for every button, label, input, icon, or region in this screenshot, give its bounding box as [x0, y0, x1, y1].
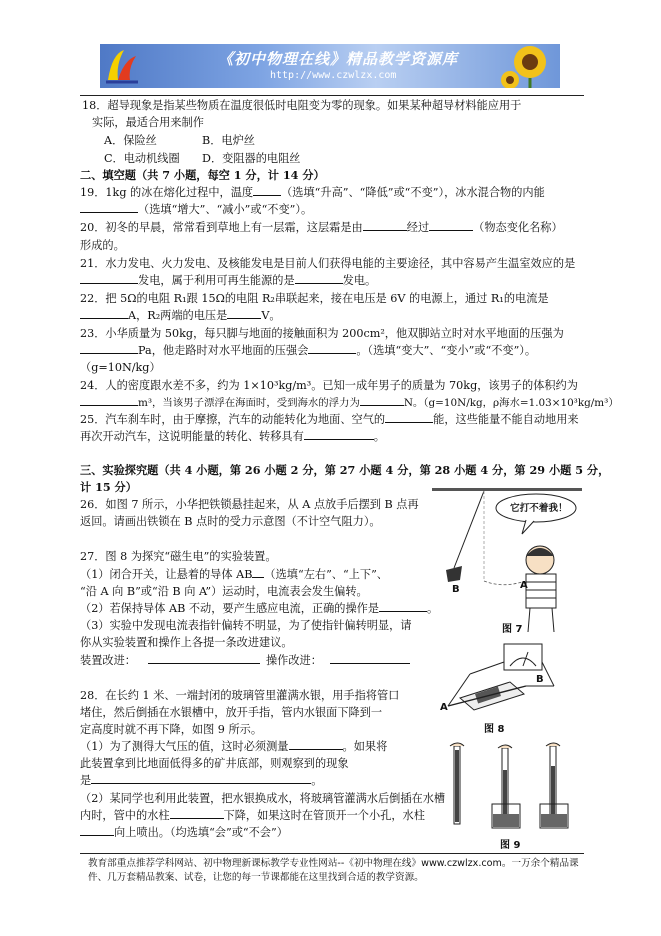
- q19-line1: 19．1kg 的冰在熔化过程中，温度 （选填“升高”、“降低”或“不变”），冰水混合物的内能: [80, 186, 545, 199]
- q20-line2: 形成的。: [80, 239, 125, 252]
- q21-line2: 发电，属于利用可再生能源的是 发电。: [80, 273, 376, 288]
- q22-line2: A，R₂两端的电压是 V。: [80, 308, 281, 323]
- q28-line3: 定高度时就不再下降，如图 9 所示。: [80, 723, 263, 736]
- q24-line2: m³，当该男子漂浮在海面时，受到海水的浮力为 N。（g=10N/kg，ρ海水=1.03×10³kg/m³）: [80, 395, 619, 411]
- q20-line1: 20．初冬的早晨，常常看到草地上有一层霜，这层霜是由 经过 （物态变化名称）: [80, 221, 563, 234]
- fig7-speech-bubble: 它打不着我！: [510, 503, 568, 514]
- q27-line3: “沿 A 向 B”或“沿 B 向 A”）运动时，电流表会发生偏转。: [80, 585, 368, 598]
- fig8-label: 图 8: [484, 724, 505, 735]
- fig7-point-a: A: [520, 580, 528, 591]
- q27-line4: （2）若保持导体 AB 不动，要产生感应电流，正确的操作是 。: [80, 602, 439, 615]
- fig9-label: 图 9: [500, 840, 521, 851]
- header-banner: [100, 44, 560, 88]
- q24-line1: 24．人的密度跟水差不多，约为 1×10³kg/m³。已知一成年男子的质量为 70kg，该男子的体积约为: [80, 379, 578, 392]
- q28-line2: 堵住，然后倒插在水银槽中，放开手指，管内水银面下降到一: [80, 706, 383, 719]
- q18-option-c: C．电动机线圈: [104, 152, 180, 165]
- q19-line2: （选填“增大”、“减小”或“不变”）。: [80, 202, 312, 217]
- q28-line8: 内时，管中的水柱 下降，如果这时在管顶开一个小孔，水柱: [80, 809, 425, 822]
- q28-line1: 28．在长约 1 米、一端封闭的玻璃管里灌满水银，用手指将管口: [80, 689, 400, 702]
- q23-line3: （g=10N/kg）: [80, 361, 161, 374]
- q28-line7: （2）某同学也利用此装置，把水银换成水，将玻璃管灌满水后倒插在水槽: [80, 792, 446, 805]
- q27-line7: 装置改进： 操作改进：: [80, 653, 410, 668]
- q27-line6: 你从实验装置和操作上各提一条改进建议。: [80, 636, 293, 649]
- q23-line1: 23．小华质量为 50kg，每只脚与地面的接触面积为 200cm²，他双脚站立时对水平地面的压强为: [80, 327, 564, 340]
- torricelli-tubes: [440, 740, 588, 836]
- q28-line9: 向上喷出。（均选填“会”或“不会”）: [80, 825, 288, 840]
- q27-line5: （3）实验中发现电流表指针偏转不明显，为了使指针偏转明显，请: [80, 619, 412, 632]
- site-logo-icon: [102, 46, 142, 86]
- section2-title: 二、填空题（共 7 小题，每空 1 分，计 14 分）: [80, 168, 325, 182]
- q27-line2: （1）闭合开关，让悬着的导体 AB （选填“左右”、“上下”、: [80, 568, 388, 581]
- q18-option-d: D．变阻器的电阻丝: [202, 152, 301, 165]
- q28-line5: 此装置拿到比地面低得多的矿井底部，则观察到的现象: [80, 757, 349, 770]
- fig8-point-b: B: [536, 674, 544, 685]
- fig7-point-b: B: [452, 584, 460, 595]
- figure-8: [440, 642, 560, 740]
- footer-line2: 件、几万套精品教案、试卷，让您的每一节课都能在这里找到合适的教学资源。: [88, 872, 424, 883]
- q27-line1: 27．图 8 为探究“磁生电”的实验装置。: [80, 550, 277, 563]
- q18-stem2: 实际，最适合用来制作: [92, 116, 204, 129]
- q18-option-b: B．电炉丝: [202, 134, 255, 147]
- q21-line1: 21．水力发电、火力发电、及核能发电是目前人们获得电能的主要途径，其中容易产生温室效应的是: [80, 257, 576, 270]
- q25-line2: 再次开动汽车，这说明能量的转化、转移具有 。: [80, 430, 385, 443]
- q28-line6: 是 。: [80, 774, 323, 787]
- q25-line1: 25．汽车刹车时，由于摩擦，汽车的动能转化为地面、空气的 能，这些能量不能自动地用来: [80, 413, 579, 426]
- figure-7: [432, 486, 582, 635]
- banner-title: 《初中物理在线》精品教学资源库: [218, 50, 459, 68]
- q23-line2: Pa，他走路时对水平地面的压强会 。（选填“变大”、“变小”或“不变”）。: [80, 343, 536, 358]
- section3-title2: 计 15 分）: [80, 480, 137, 494]
- footer-rule: [80, 853, 584, 854]
- q26-line2: 返回。请画出铁锁在 B 点时的受力示意图（不计空气阻力）。: [80, 515, 381, 528]
- q26-line1: 26．如图 7 所示，小华把铁锁悬挂起来，从 A 点放手后摆到 B 点再: [80, 498, 419, 511]
- header-rule: [80, 95, 584, 96]
- fig7-label: 图 7: [502, 624, 523, 635]
- banner-url[interactable]: http://www.czwlzx.com: [270, 70, 397, 81]
- figure-9: [440, 740, 588, 851]
- q18-stem: 18．超导现象是指某些物质在温度很低时电阻变为零的现象。如果某种超导材料能应用于: [82, 99, 522, 112]
- q28-line4: （1）为了测得大气压的值，这时必须测量 。如果将: [80, 740, 388, 753]
- section3-title: 三、实验探究题（共 4 小题，第 26 小题 2 分，第 27 小题 4 分，第 28 小题 4 分，第 29 小题 5 分，: [80, 463, 610, 477]
- q18-option-a: A．保险丝: [104, 134, 157, 147]
- q22-line1: 22．把 5Ω的电阻 R₁跟 15Ω的电阻 R₂串联起来，接在电压是 6V 的电源上，通过 R₁的电流是: [80, 292, 549, 305]
- fig8-point-a: A: [440, 702, 448, 713]
- footer-line1: 教育部重点推荐学科网站、初中物理新课标教学专业性网站--《初中物理在线》www.czwlzx.com。一万余个精品课: [88, 858, 579, 869]
- sunflower-icon: [498, 44, 558, 88]
